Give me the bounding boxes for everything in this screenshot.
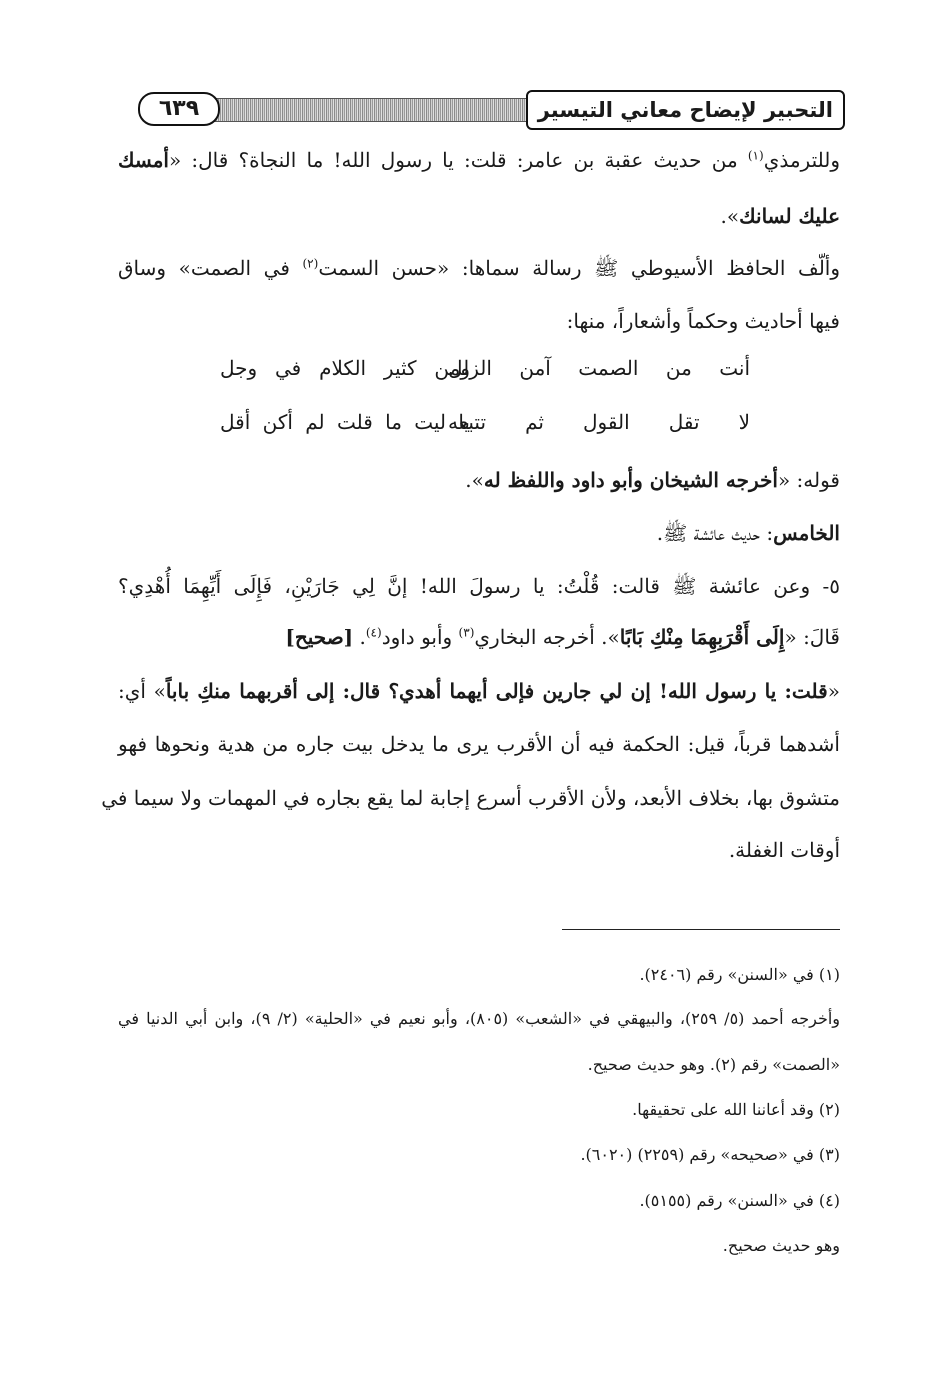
hadith-grade: [صحيح] <box>285 625 354 649</box>
footnote-ref-2[interactable]: (٢) <box>302 256 319 271</box>
footnote-2: (٢) وقد أعاننا الله على تحقيقها. <box>632 1100 840 1119</box>
body-line-10: أشدهما قرباً، قيل: الحكمة فيه أن الأقرب يرى ما يدخل بيت جاره من هدية ونحوها فهو <box>118 732 840 756</box>
footnote-4-continued: وهو حديث صحيح. <box>722 1236 840 1255</box>
footnote-ref-1[interactable]: (١) <box>747 148 764 163</box>
footnote-ref-4[interactable]: (٤) <box>365 625 382 640</box>
footnote-3: (٣) في «صحيحه» رقم (٢٢٥٩) (٦٠٢٠). <box>580 1145 840 1164</box>
footnote-ref-3[interactable]: (٣) <box>458 625 475 640</box>
poem-verse-1-right: أنت من الصمت آمن الزلل <box>448 356 750 380</box>
footnote-1-continued-2: «الصمت» رقم (٢). وهو حديث صحيح. <box>587 1055 840 1074</box>
body-line-8: قَالَ: «إِلَى أَقْرَبِهِمَا مِنْكِ بَابًا». أخرجه البخاري$^{(٣)}$ وأبو داود$^{(٤)}$. [صحيح] <box>285 625 840 649</box>
body-line-4: فيها أحاديث وحكماً وأشعاراً، منها: <box>566 309 840 333</box>
body-line-6: الخامس: حديث عائشة ﷺ. <box>656 521 840 545</box>
poem-verse-1-left: ومن كثير الكلام في وجل <box>220 356 470 380</box>
body-line-9: «قلت: يا رسول الله! إن لي جارين فإلى أيهما أهدي؟ قال: إلى أقربهما منكِ باباً» أي: <box>118 679 840 703</box>
body-line-12: أوقات الغفلة. <box>728 838 840 862</box>
body-line-7: ٥- وعن عائشة ﷺ قالت: قُلْتُ: يا رسولَ الله! إنَّ لِي جَارَيْنِ، فَإِلَى أَيِّهِمَا أُهْدِي؟ <box>118 574 840 598</box>
body-line-11: متشوق بها، بخلاف الأبعد، ولأن الأقرب أسرع إجابة لما يقع بجاره في المهمات ولا سيما في <box>101 786 840 810</box>
body-line-2: عليك لسانك». <box>720 204 840 228</box>
book-title: التحبير لإيضاح معاني التيسير <box>526 90 845 130</box>
poem-verse-2-left: يا ليت ما قلت لم أكن أقل <box>220 410 470 434</box>
footnote-1: (١) في «السنن» رقم (٢٤٠٦). <box>639 965 840 984</box>
poem-verse-2-right: لا تقل القول ثم تتبعه <box>448 410 750 434</box>
footnote-1-continued: وأخرجه أحمد (٥/ ٢٥٩)، والبيهقي في «الشعب» (٨٠٥)، وأبو نعيم في «الحلية» (٢/ ٩)، وابن أبي الدنيا في <box>118 1009 841 1028</box>
page-number: ٦٣٩ <box>138 92 220 126</box>
page-header <box>120 90 845 132</box>
body-line-5: قوله: «أخرجه الشيخان وأبو داود واللفظ له». <box>465 468 840 492</box>
footnote-separator <box>562 929 840 930</box>
body-line-3: وألّف الحافظ الأسيوطي ﷺ رسالة سماها: «حسن السمت$^{(٢)}$ في الصمت» وساق <box>118 256 841 280</box>
footnote-4: (٤) في «السنن» رقم (٥١٥٥). <box>639 1191 840 1210</box>
body-line-1: وللترمذي$^{(١)}$ من حديث عقبة بن عامر: قلت: يا رسول الله! ما النجاة؟ قال: «أمسك <box>118 148 840 172</box>
